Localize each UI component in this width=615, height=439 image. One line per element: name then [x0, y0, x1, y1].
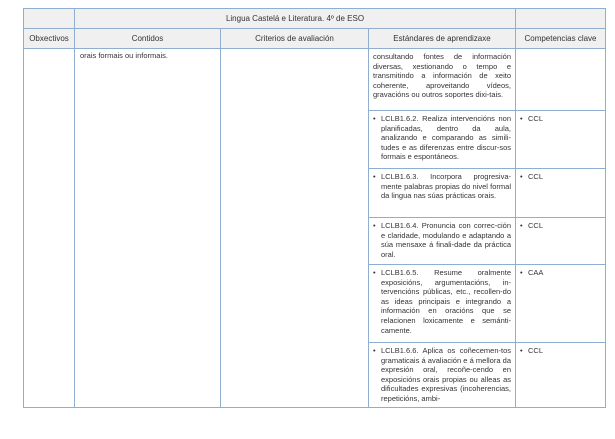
standard-cell: [369, 218, 516, 265]
obxectivos-cell: [24, 49, 75, 408]
table-title: Lingua Castelá e Literatura. 4º de ESO: [75, 9, 516, 29]
standard-cell: [369, 343, 516, 408]
contidos-text: orais formais ou informais.: [80, 51, 168, 60]
competence-code: CCL: [528, 114, 544, 123]
standard-cell: [369, 169, 516, 218]
competence-code: CCL: [528, 346, 544, 355]
standard-cell: [369, 49, 516, 111]
competence-cell: [516, 111, 606, 169]
criterios-cell: [221, 49, 369, 408]
header-estandares: Estándares de aprendizaxe: [369, 29, 516, 49]
competence-cell: [516, 265, 606, 343]
bullet-icon: •: [373, 114, 376, 123]
standard-text: LCLB1.6.4. Pronuncia con correc-ción e claridade, modulando e adaptando a súa mensaxe á finali-dade da práctica oral.: [381, 221, 511, 259]
bullet-icon: •: [520, 221, 523, 230]
title-corner-cell: [24, 9, 75, 29]
bullet-icon: •: [373, 268, 376, 277]
header-obxectivos: Obxectivos: [24, 29, 75, 49]
standard-text: LCLB1.6.5. Resume oralmente exposicións, argumentacións, in-tervencións públicas, etc., recollen-do as ideas principais e integrando a información en oracións que se relacionen loxicamente e semánti-camente.: [381, 268, 511, 335]
curriculum-table-page: [23, 8, 605, 410]
standard-text: consultando fontes de información diversas, xestionando o tempo e transmitindo a información de xeito coherente, aproveitando vídeos, gravacións ou outros soportes dixi-tais.: [373, 52, 511, 100]
competence-cell: [516, 343, 606, 408]
competence-cell: [516, 218, 606, 265]
bullet-icon: •: [520, 268, 523, 277]
competence-cell: [516, 49, 606, 111]
bullet-icon: •: [373, 172, 376, 181]
curriculum-table: [23, 8, 606, 408]
contidos-cell: [75, 49, 221, 408]
competence-code: CAA: [528, 268, 544, 277]
header-competencias: Competencias clave: [516, 29, 606, 49]
competence-cell: [516, 169, 606, 218]
standard-text: LCLB1.6.2. Realiza intervencións non planificadas, dentro da aula, analizando e comparando as simili-tudes e as diferenzas entre discur-sos formais e espontáneos.: [381, 114, 511, 162]
bullet-icon: •: [373, 221, 376, 230]
standard-cell: [369, 265, 516, 343]
competence-code: CCL: [528, 172, 544, 181]
header-contidos: Contidos: [75, 29, 221, 49]
standard-cell: [369, 111, 516, 169]
column-header-row: [24, 29, 606, 49]
bullet-icon: •: [520, 114, 523, 123]
standard-text: LCLB1.6.3. Incorpora progresiva-mente palabras propias do nivel formal da lingua nas súas prácticas orais.: [381, 172, 511, 201]
table-row: [24, 49, 606, 111]
bullet-icon: •: [520, 172, 523, 181]
title-right-cell: [516, 9, 606, 29]
header-criterios: Criterios de avaliación: [221, 29, 369, 49]
competence-code: CCL: [528, 221, 544, 230]
standard-text: LCLB1.6.6. Aplica os coñecemen-tos gramaticais á avaliación e á mellora da expresión oral, recoñe-cendo en exposicións orais propias ou alleas as dificultades expresivas (incoherencias, repeticións, ambi-: [381, 346, 511, 403]
bullet-icon: •: [373, 346, 376, 355]
title-row: [24, 9, 606, 29]
bullet-icon: •: [520, 346, 523, 355]
